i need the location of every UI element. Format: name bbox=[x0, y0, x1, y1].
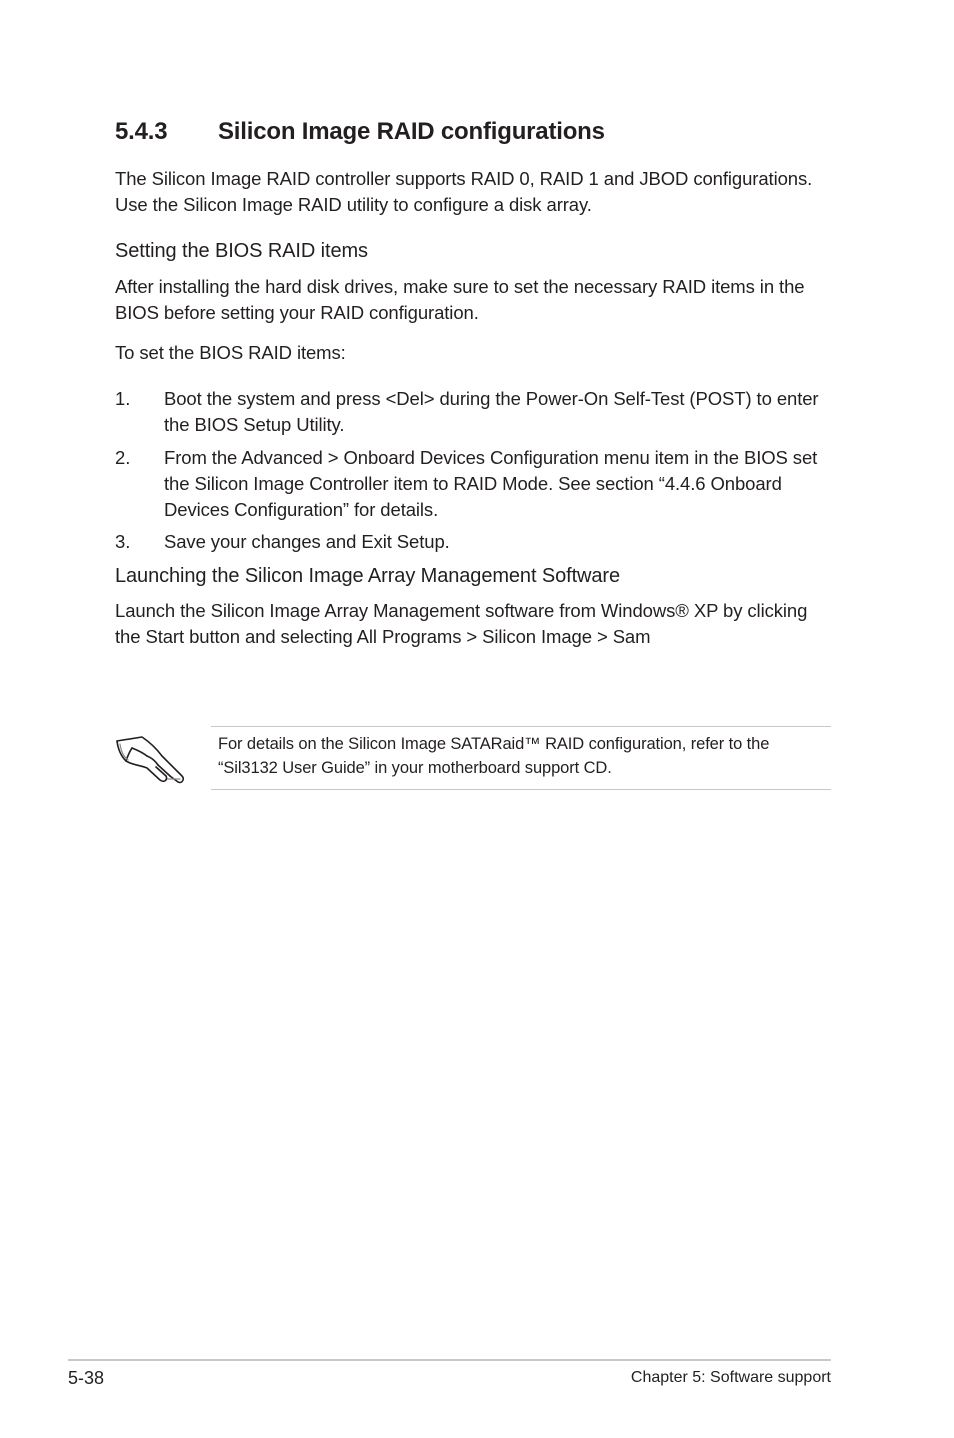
bios-subheading: Setting the BIOS RAID items bbox=[115, 240, 368, 262]
launch-paragraph: Launch the Silicon Image Array Management software from Windows® XP by clicking the Start button and selecting All Programs > Silicon Image > Sam bbox=[115, 600, 808, 647]
step-number: 1. bbox=[115, 388, 131, 409]
intro-paragraph: The Silicon Image RAID controller supports RAID 0, RAID 1 and JBOD configurations. Use the Silicon Image RAID utility to configure a disk array. bbox=[115, 168, 813, 215]
step-number: 2. bbox=[115, 447, 131, 468]
section-number: 5.4.3 bbox=[115, 118, 168, 145]
launch-subheading: Launching the Silicon Image Array Management Software bbox=[115, 565, 620, 587]
step-text: Boot the system and press <Del> during the Power-On Self-Test (POST) to enter the BIOS Setup Utility. bbox=[164, 388, 819, 435]
list-item bbox=[115, 386, 835, 438]
note-text: For details on the Silicon Image SATARaid™ RAID configuration, refer to the “Sil3132 User Guide” in your motherboard support CD. bbox=[218, 735, 770, 777]
note-top-rule bbox=[211, 726, 831, 727]
step-text: Save your changes and Exit Setup. bbox=[164, 531, 450, 552]
note-bottom-rule bbox=[211, 789, 831, 790]
bios-steps-lead: To set the BIOS RAID items: bbox=[115, 342, 346, 363]
section-heading bbox=[115, 118, 605, 146]
bios-paragraph: After installing the hard disk drives, make sure to set the necessary RAID items in the BIOS before setting your RAID configuration. bbox=[115, 276, 805, 323]
step-number: 3. bbox=[115, 531, 131, 552]
list-item bbox=[115, 445, 835, 523]
list-item bbox=[115, 529, 835, 555]
section-title: Silicon Image RAID configurations bbox=[218, 118, 605, 145]
footer-rule bbox=[68, 1359, 831, 1361]
footer-chapter: Chapter 5: Software support bbox=[630, 1369, 831, 1386]
step-text: From the Advanced > Onboard Devices Configuration menu item in the BIOS set the Silicon Image Controller item to RAID Mode. See section “4.4.6 Onboard Devices Configuration” for details. bbox=[164, 447, 818, 520]
pointing-hand-icon bbox=[112, 732, 188, 788]
page-number: 5-38 bbox=[68, 1368, 105, 1388]
